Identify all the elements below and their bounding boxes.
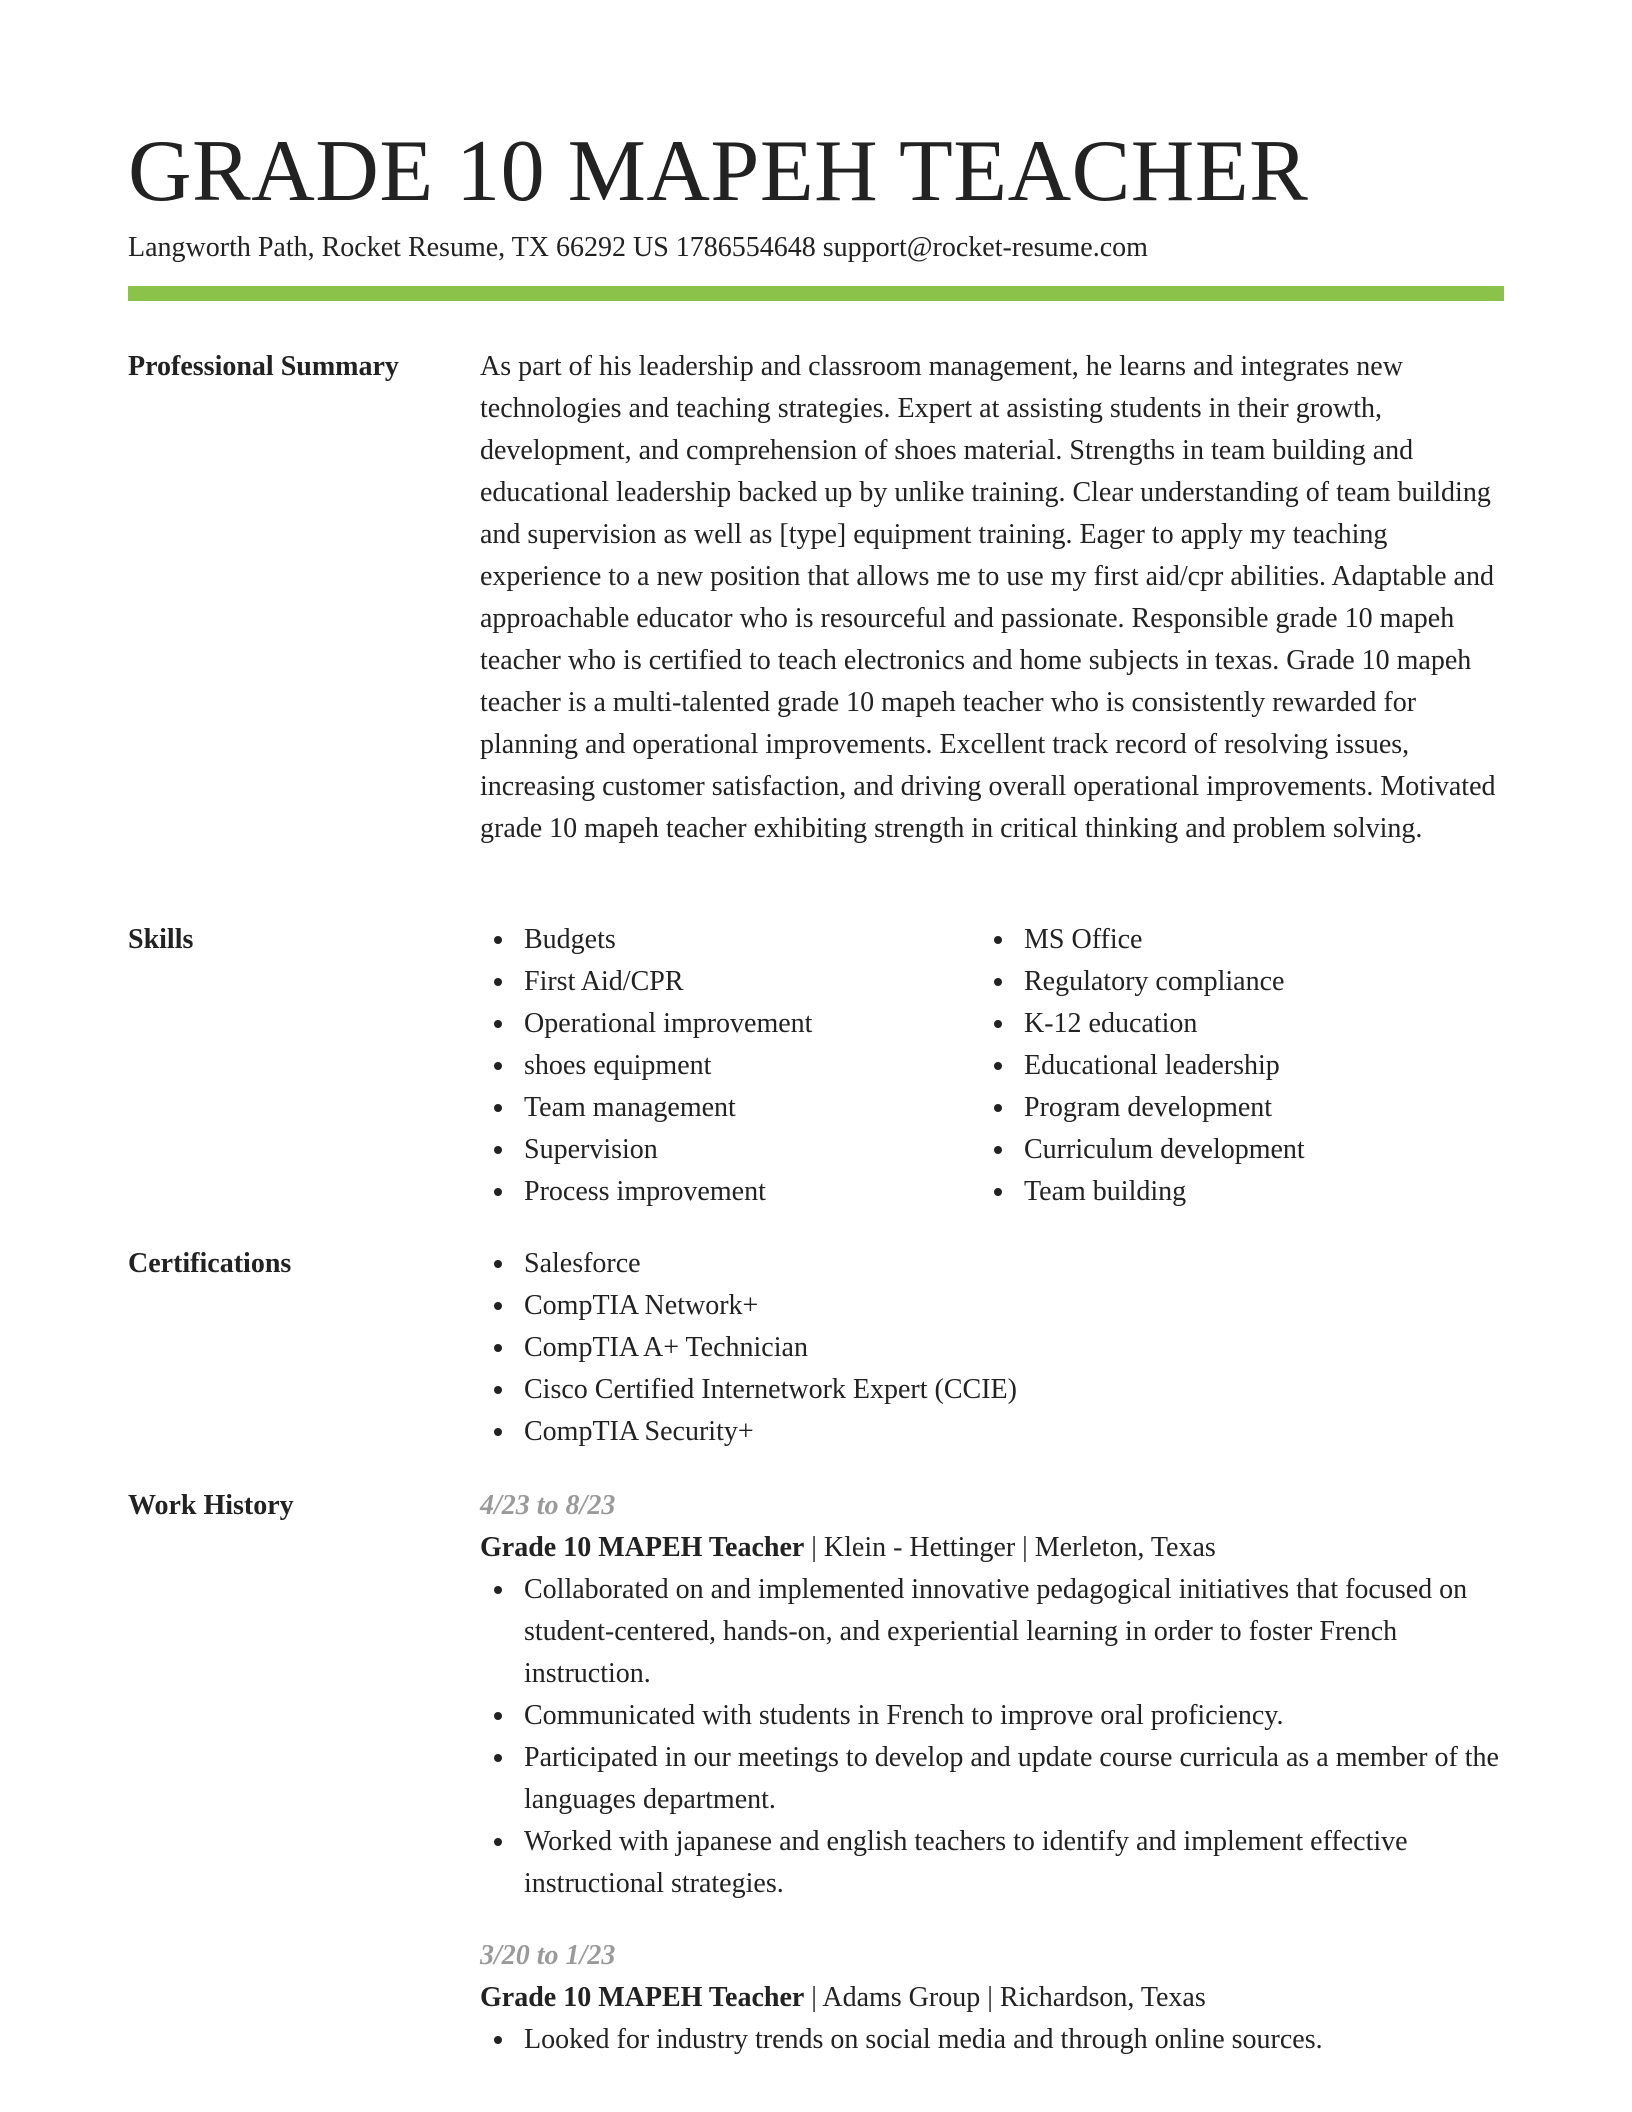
summary-text: As part of his leadership and classroom management, he learns and integrates new technologies and teaching strategies. Expert at assisting students in their growth, development, and comprehension of shoes material. Strengths in team building and educational leadership backed up by unlike training. Clear understanding of team building and supervision as well as [type] equipment training. Eager to apply my teaching experience to a new position that allows me to use my first aid/cpr abilities. Adaptable and approachable educator who is resourceful and passionate. Responsible grade 10 mapeh teacher who is certified to teach electronics and home subjects in texas. Grade 10 mapeh teacher is a multi-talented grade 10 mapeh teacher who is consistently rewarded for planning and operational improvements. Excellent track record of resolving issues, increasing customer satisfaction, and driving overall operational improvements. Motivated grade 10 mapeh teacher exhibiting strength in critical thinking and problem solving. bbox=[480, 351, 1496, 844]
skills-heading: Skills bbox=[128, 924, 194, 955]
skill-label: Team building bbox=[1024, 1176, 1187, 1207]
accent-divider bbox=[128, 286, 1504, 301]
bullet-dot bbox=[494, 978, 502, 986]
job-title: Grade 10 MAPEH Teacher bbox=[480, 1532, 805, 1563]
certifications-list bbox=[480, 1243, 1504, 1453]
job-bullet bbox=[480, 1569, 1504, 1695]
summary-heading: Professional Summary bbox=[128, 351, 399, 382]
skill-label: Supervision bbox=[524, 1134, 658, 1165]
certifications-body bbox=[480, 1243, 1504, 1453]
job-entry bbox=[480, 1485, 1504, 1905]
certification-label: CompTIA Security+ bbox=[524, 1416, 754, 1447]
skills-column-right bbox=[980, 919, 1480, 1213]
skill-label: Educational leadership bbox=[1024, 1050, 1280, 1081]
skill-item bbox=[480, 961, 980, 1003]
skill-item bbox=[980, 1087, 1480, 1129]
skill-label: Regulatory compliance bbox=[1024, 966, 1285, 997]
certifications-heading: Certifications bbox=[128, 1248, 292, 1279]
job-entry bbox=[480, 1935, 1504, 2061]
bullet-dot bbox=[994, 1062, 1002, 1070]
certification-label: Salesforce bbox=[524, 1248, 641, 1279]
contact-line: Langworth Path, Rocket Resume, TX 66292 US 1786554648 support@rocket-resume.com bbox=[128, 232, 1148, 263]
job-bullet-text: Looked for industry trends on social media and through online sources. bbox=[524, 2024, 1323, 2055]
skill-item bbox=[480, 919, 980, 961]
skill-label: Operational improvement bbox=[524, 1008, 813, 1039]
skill-label: Process improvement bbox=[524, 1176, 766, 1207]
bullet-dot bbox=[994, 936, 1002, 944]
bullet-dot bbox=[494, 936, 502, 944]
skill-label: Team management bbox=[524, 1092, 736, 1123]
skill-item bbox=[980, 1171, 1480, 1213]
job-employer-location: | Klein - Hettinger | Merleton, Texas bbox=[804, 1532, 1216, 1563]
bullet-dot bbox=[494, 1838, 502, 1846]
certification-label: Cisco Certified Internetwork Expert (CCIE) bbox=[524, 1374, 1017, 1405]
skill-item bbox=[980, 961, 1480, 1003]
bullet-dot bbox=[494, 1586, 502, 1594]
summary-body bbox=[480, 346, 1504, 850]
job-bullet-text: Worked with japanese and english teachers to identify and implement effective instructional strategies. bbox=[524, 1826, 1408, 1899]
job-bullet-text: Communicated with students in French to improve oral proficiency. bbox=[524, 1700, 1284, 1731]
job-bullet bbox=[480, 1695, 1504, 1737]
bullet-dot bbox=[994, 1188, 1002, 1196]
skill-item bbox=[480, 1171, 980, 1213]
job-bullet bbox=[480, 1737, 1504, 1821]
certification-label: CompTIA Network+ bbox=[524, 1290, 759, 1321]
skill-item bbox=[480, 1129, 980, 1171]
certification-item bbox=[480, 1369, 1504, 1411]
job-bullet-text: Participated in our meetings to develop and update course curricula as a member of the languages department. bbox=[524, 1742, 1499, 1815]
skill-label: K-12 education bbox=[1024, 1008, 1198, 1039]
bullet-dot bbox=[494, 1428, 502, 1436]
bullet-dot bbox=[494, 1260, 502, 1268]
bullet-dot bbox=[994, 1146, 1002, 1154]
skill-item bbox=[980, 1129, 1480, 1171]
bullet-dot bbox=[494, 1020, 502, 1028]
work-history-heading: Work History bbox=[128, 1490, 294, 1521]
job-title-line bbox=[480, 1527, 1504, 1569]
job-title-line bbox=[480, 1977, 1504, 2019]
bullet-dot bbox=[994, 978, 1002, 986]
skill-item bbox=[480, 1003, 980, 1045]
certification-item bbox=[480, 1285, 1504, 1327]
skill-label: MS Office bbox=[1024, 924, 1143, 955]
job-employer-location: | Adams Group | Richardson, Texas bbox=[804, 1982, 1206, 2013]
skill-label: Program development bbox=[1024, 1092, 1273, 1123]
certification-item bbox=[480, 1411, 1504, 1453]
resume-name-heading: GRADE 10 MAPEH TEACHER bbox=[128, 123, 1309, 220]
bullet-dot bbox=[494, 1146, 502, 1154]
skills-body bbox=[480, 919, 1504, 1219]
skills-list-right bbox=[980, 919, 1480, 1213]
bullet-dot bbox=[994, 1020, 1002, 1028]
skill-item bbox=[480, 1045, 980, 1087]
bullet-dot bbox=[494, 2036, 502, 2044]
job-dates: 3/20 to 1/23 bbox=[480, 1940, 616, 1971]
skill-label: shoes equipment bbox=[524, 1050, 712, 1081]
bullet-dot bbox=[494, 1754, 502, 1762]
skill-item bbox=[980, 1045, 1480, 1087]
job-dates: 4/23 to 8/23 bbox=[480, 1490, 616, 1521]
job-bullets bbox=[480, 2019, 1504, 2061]
skill-item bbox=[480, 1087, 980, 1129]
certification-item bbox=[480, 1327, 1504, 1369]
certification-item bbox=[480, 1243, 1504, 1285]
certification-label: CompTIA A+ Technician bbox=[524, 1332, 808, 1363]
bullet-dot bbox=[494, 1062, 502, 1070]
skill-item bbox=[980, 1003, 1480, 1045]
bullet-dot bbox=[494, 1302, 502, 1310]
job-bullet bbox=[480, 1821, 1504, 1905]
work-history-body bbox=[480, 1485, 1504, 2061]
bullet-dot bbox=[994, 1104, 1002, 1112]
bullet-dot bbox=[494, 1188, 502, 1196]
job-bullet bbox=[480, 2019, 1504, 2061]
bullet-dot bbox=[494, 1712, 502, 1720]
skills-columns bbox=[480, 919, 1504, 1219]
bullet-dot bbox=[494, 1386, 502, 1394]
bullet-dot bbox=[494, 1104, 502, 1112]
skill-label: Curriculum development bbox=[1024, 1134, 1305, 1165]
job-bullets bbox=[480, 1569, 1504, 1905]
job-title: Grade 10 MAPEH Teacher bbox=[480, 1982, 805, 2013]
bullet-dot bbox=[494, 1344, 502, 1352]
skill-label: First Aid/CPR bbox=[524, 966, 684, 997]
skills-column-left bbox=[480, 919, 980, 1213]
skill-item bbox=[980, 919, 1480, 961]
job-bullet-text: Collaborated on and implemented innovative pedagogical initiatives that focused on student-centered, hands-on, and experiential learning in order to foster French instruction. bbox=[524, 1574, 1468, 1689]
skills-list-left bbox=[480, 919, 980, 1213]
skill-label: Budgets bbox=[524, 924, 616, 955]
